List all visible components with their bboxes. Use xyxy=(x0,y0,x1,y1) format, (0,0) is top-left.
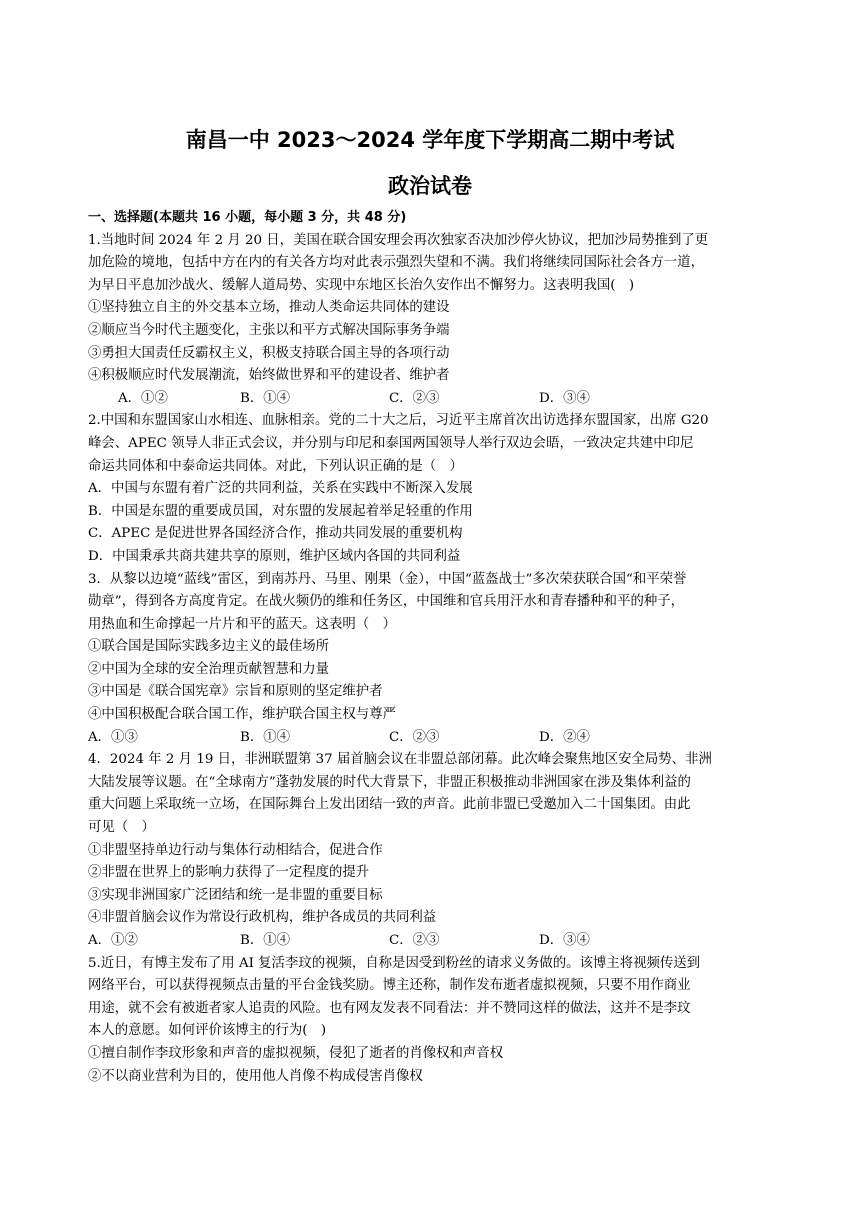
question-1 xyxy=(88,230,778,411)
question-text: 2.中国和东盟国家山水相连、血脉相亲。党的二十大之后，习近平主席首次出访选择东盟国家，出席 G20 xyxy=(88,413,709,429)
option-d: D．③④ xyxy=(539,933,590,948)
answer-options xyxy=(88,388,778,411)
section-heading: 一、选择题(本题共 16 小题，每小题 3 分，共 48 分) xyxy=(88,210,407,225)
exam-subtitle: 政治试卷 xyxy=(388,174,472,198)
option-b: B．①④ xyxy=(240,729,291,745)
question-text: 大陆发展等议题。在“全球南方”蓬勃发展的时代大背景下，非盟正积极推动非洲国家在涉及集体利益的 xyxy=(88,774,691,790)
option-b: B．①④ xyxy=(240,390,291,406)
question-text: 峰会、APEC 领导人非正式会议，并分别与印尼和泰国两国领导人举行双边会晤，一致决定共建中印尼 xyxy=(88,435,694,451)
statement-item: ③勇担大国责任反霸权主义，积极支持联合国主导的各项行动 xyxy=(88,345,450,361)
statement-item: ④中国积极配合联合国工作，维护联合国主权与尊严 xyxy=(88,707,396,723)
question-text: 3．从黎以边境“蓝线”雷区，到南苏丹、马里、刚果（金），中国“蓝盔战士”多次荣获联合国“和平荣誉 xyxy=(88,571,687,587)
statement-item: ②不以商业营利为目的，使用他人肖像不构成侵害肖像权 xyxy=(88,1068,423,1084)
option-a: A．①② xyxy=(118,390,168,406)
statement-item: ①非盟坚持单边行动与集体行动相结合，促进合作 xyxy=(88,842,383,858)
question-text: 用途，就不会有被逝者家人追责的风险。也有网友发表不同看法：并不赞同这样的做法，这并不是李玟 xyxy=(88,1000,691,1016)
statement-item: ④积极顺应时代发展潮流，始终做世界和平的建设者、维护者 xyxy=(88,368,450,384)
option-a: A．①② xyxy=(88,933,138,948)
statement-item: ②顺应当今时代主题变化，主张以和平方式解决国际事务争端 xyxy=(88,322,450,338)
question-text: 可见（ ） xyxy=(88,820,155,836)
option-a: A．①③ xyxy=(88,729,138,745)
exam-content xyxy=(88,207,778,1088)
option-c: C．APEC 是促进世界各国经济合作，推动共同发展的重要机构 xyxy=(88,526,463,542)
option-a: A．中国与东盟有着广泛的共同利益，关系在实践中不断深入发展 xyxy=(88,481,473,497)
statement-item: ④非盟首脑会议作为常设行政机构，维护各成员的共同利益 xyxy=(88,910,437,926)
option-c: C．②③ xyxy=(389,933,440,948)
statement-item: ①联合国是国际实践多边主义的最佳场所 xyxy=(88,639,330,655)
option-b: B．①④ xyxy=(240,933,291,948)
question-4 xyxy=(88,749,778,952)
question-2 xyxy=(88,410,778,568)
statement-item: ①坚持独立自主的外交基本立场，推动人类命运共同体的建设 xyxy=(88,300,450,316)
option-c: C．②③ xyxy=(389,390,440,406)
option-b: B．中国是东盟的重要成员国，对东盟的发展起着举足轻重的作用 xyxy=(88,503,473,519)
statement-item: ②非盟在世界上的影响力获得了一定程度的提升 xyxy=(88,865,370,881)
answer-options xyxy=(88,727,778,750)
option-c: C．②③ xyxy=(389,729,440,745)
question-text: 本人的意愿。如何评价该博主的行为( ) xyxy=(88,1023,327,1039)
question-text: 1.当地时间 2024 年 2 月 20 日，美国在联合国安理会再次独家否决加沙停火协议，把加沙局势推到了更 xyxy=(88,232,709,248)
statement-item: ②中国为全球的安全治理贡献智慧和力量 xyxy=(88,661,330,677)
option-d: D．③④ xyxy=(539,390,590,406)
option-d: D．②④ xyxy=(539,729,590,745)
statement-item: ③中国是《联合国宪章》宗旨和原则的坚定维护者 xyxy=(88,684,383,700)
question-text: 网络平台，可以获得视频点击量的平台金钱奖励。博主还称，制作发布逝者虚拟视频，只要不用作商业 xyxy=(88,978,691,994)
option-d: D．中国秉承共商共建共享的原则，维护区域内各国的共同利益 xyxy=(88,548,461,564)
question-text: 用热血和生命撑起一片片和平的蓝天。这表明（ ） xyxy=(88,616,396,632)
question-text: 命运共同体和中泰命运共同体。对此，下列认识正确的是（ ） xyxy=(88,458,463,474)
question-3 xyxy=(88,569,778,750)
statement-item: ③实现非洲国家广泛团结和统一是非盟的重要目标 xyxy=(88,887,383,903)
answer-options xyxy=(88,930,778,953)
question-text: 加危险的境地，包括中方在内的有关各方均对此表示强烈失望和不满。我们将继续同国际社会各方一道， xyxy=(88,255,704,271)
question-text: 5.近日，有博主发布了用 AI 复活李玟的视频，自称是因受到粉丝的请求义务做的。该博主将视频传送到 xyxy=(88,955,701,971)
question-text: 重大问题上采取统一立场，在国际舞台上发出团结一致的声音。此前非盟已受邀加入二十国集团。由此 xyxy=(88,797,691,813)
exam-title: 南昌一中 2023～2024 学年度下学期高二期中考试 xyxy=(185,128,675,152)
question-text: 4．2024 年 2 月 19 日，非洲联盟第 37 届首脑会议在非盟总部闭幕。此次峰会聚焦地区安全局势、非洲 xyxy=(88,752,712,768)
question-5 xyxy=(88,953,778,1089)
statement-item: ①擅自制作李玟形象和声音的虚拟视频，侵犯了逝者的肖像权和声音权 xyxy=(88,1045,504,1061)
question-text: 勋章”，得到各方高度肯定。在战火频仍的维和任务区，中国维和官兵用汗水和青春播种和平的种子， xyxy=(88,594,685,610)
question-text: 为早日平息加沙战火、缓解人道局势、实现中东地区长治久安作出不懈努力。这表明我国( ) xyxy=(88,277,635,293)
